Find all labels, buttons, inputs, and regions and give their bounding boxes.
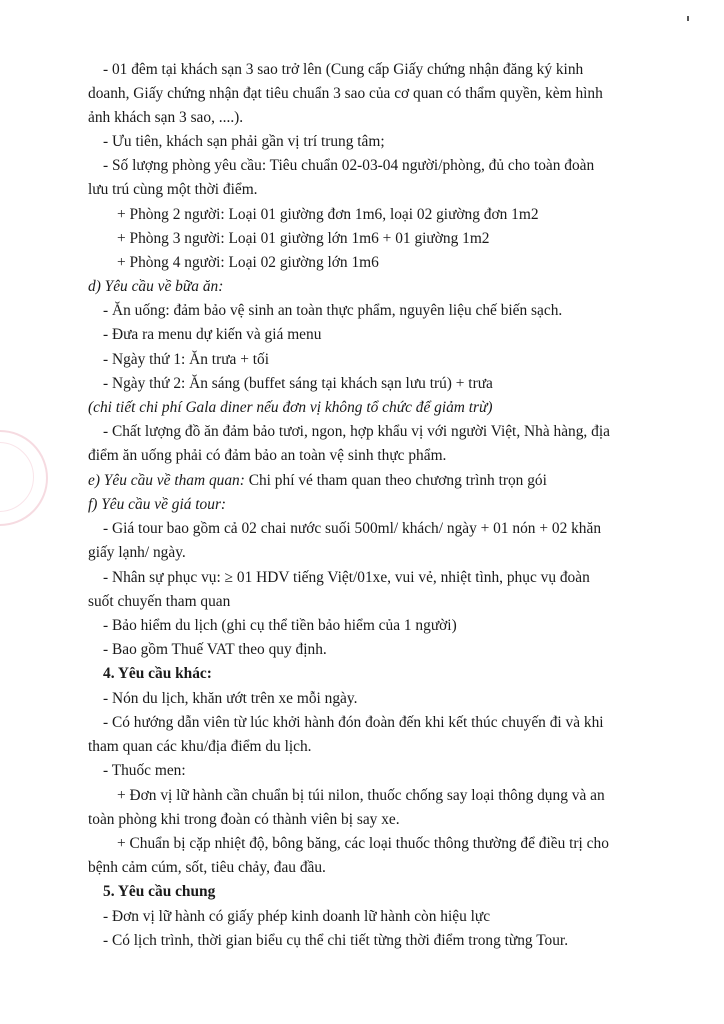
text-line: tham quan các khu/địa điểm du lịch. [88, 738, 312, 755]
text-line: - Ngày thứ 1: Ăn trưa + tối [103, 351, 269, 368]
text-line: - Số lượng phòng yêu cầu: Tiêu chuẩn 02-03-04 người/phòng, đủ cho toàn đoàn [103, 157, 595, 174]
text-line: - Đơn vị lữ hành có giấy phép kinh doanh lữ hành còn hiệu lực [103, 908, 491, 925]
text-line: doanh, Giấy chứng nhận đạt tiêu chuẩn 3 sao của cơ quan có thẩm quyền, kèm hình [88, 85, 603, 102]
text-line: - Đưa ra menu dự kiến và giá menu [103, 326, 322, 343]
text-line: - 01 đêm tại khách sạn 3 sao trở lên (Cung cấp Giấy chứng nhận đăng ký kinh [103, 61, 584, 78]
section-heading: d) Yêu cầu về bữa ăn: [88, 278, 224, 295]
text-line: toàn phòng khi trong đoàn có thành viên bị say xe. [88, 811, 400, 828]
text-line: - Thuốc men: [103, 762, 186, 779]
text-line: bệnh cảm cúm, sốt, tiêu chảy, đau đầu. [88, 859, 326, 876]
text-line: + Phòng 2 người: Loại 01 giường đơn 1m6, loại 02 giường đơn 1m2 [117, 206, 539, 223]
section-heading: f) Yêu cầu về giá tour: [88, 496, 227, 513]
text-line: - Chất lượng đồ ăn đảm bảo tươi, ngon, hợp khẩu vị với người Việt, Nhà hàng, địa [103, 423, 610, 440]
note-line: (chi tiết chi phí Gala diner nếu đơn vị không tổ chức để giảm trừ) [88, 399, 493, 416]
text-line: - Nón du lịch, khăn ướt trên xe mỗi ngày. [103, 690, 358, 707]
section-heading: 4. Yêu cầu khác: [103, 665, 212, 682]
text-line: giấy lạnh/ ngày. [88, 544, 186, 561]
text-line: - Nhân sự phục vụ: ≥ 01 HDV tiếng Việt/01xe, vui vẻ, nhiệt tình, phục vụ đoàn [103, 569, 590, 586]
red-seal-stamp [0, 430, 48, 526]
text-line: - Giá tour bao gồm cả 02 chai nước suối 500ml/ khách/ ngày + 01 nón + 02 khăn [103, 520, 602, 537]
text-line: + Đơn vị lữ hành cần chuẩn bị túi nilon, thuốc chống say loại thông dụng và an [117, 787, 605, 804]
text-line: - Có hướng dẫn viên từ lúc khởi hành đón đoàn đến khi kết thúc chuyến đi và khi [103, 714, 604, 731]
text-line: điểm ăn uống phải có đảm bảo an toàn vệ sinh thực phẩm. [88, 447, 447, 464]
text-line: Chi phí vé tham quan theo chương trình trọn gói [248, 472, 547, 489]
text-line: - Bảo hiểm du lịch (ghi cụ thể tiền bảo hiểm của 1 người) [103, 617, 457, 634]
text-line: + Chuẩn bị cặp nhiệt độ, bông băng, các loại thuốc thông thường để điều trị cho [117, 835, 609, 852]
text-line: + Phòng 4 người: Loại 02 giường lớn 1m6 [117, 254, 379, 271]
section-line-e [88, 471, 547, 491]
text-line: lưu trú cùng một thời điểm. [88, 181, 258, 198]
text-line: - Ưu tiên, khách sạn phải gần vị trí trung tâm; [103, 133, 385, 150]
text-line: suốt chuyến tham quan [88, 593, 231, 610]
text-line: - Bao gồm Thuế VAT theo quy định. [103, 641, 327, 658]
text-line: - Có lịch trình, thời gian biểu cụ thể chi tiết từng thời điểm trong từng Tour. [103, 932, 569, 949]
text-line: + Phòng 3 người: Loại 01 giường lớn 1m6 + 01 giường 1m2 [117, 230, 490, 247]
corner-mark [687, 16, 689, 21]
text-line: ảnh khách sạn 3 sao, ....). [88, 109, 244, 126]
section-heading: 5. Yêu cầu chung [103, 883, 216, 900]
text-line: - Ăn uống: đảm bảo vệ sinh an toàn thực phẩm, nguyên liệu chế biến sạch. [103, 302, 563, 319]
section-heading: e) Yêu cầu về tham quan: [88, 472, 245, 489]
text-line: - Ngày thứ 2: Ăn sáng (buffet sáng tại khách sạn lưu trú) + trưa [103, 375, 493, 392]
